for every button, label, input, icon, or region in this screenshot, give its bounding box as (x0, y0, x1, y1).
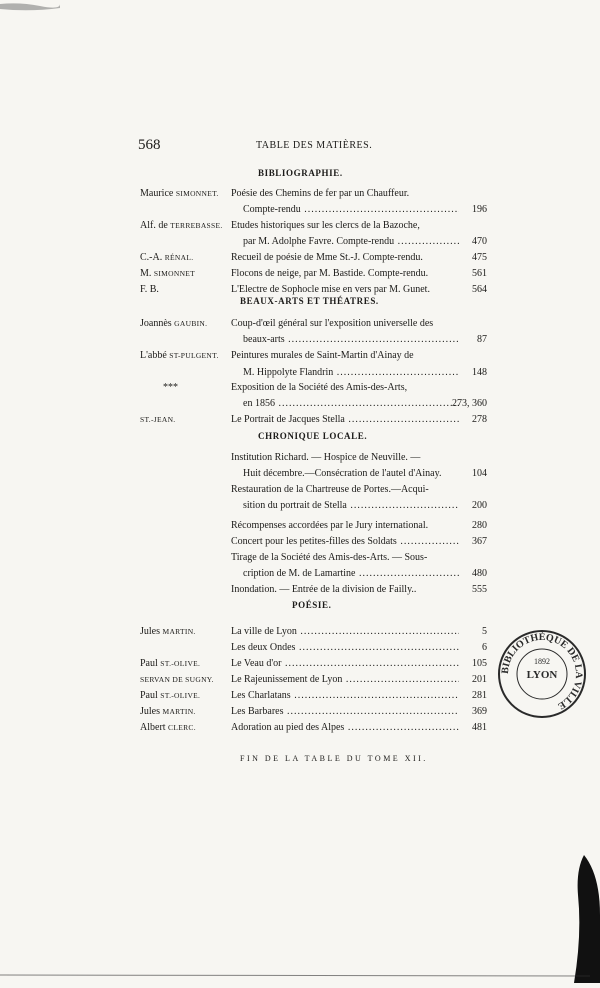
entry-page-number: 6 (482, 642, 487, 653)
author-surname: ST.-OLIVE. (160, 659, 201, 668)
toc-entry-row (0, 267, 600, 281)
entry-title: Le Veau d'or ..... (231, 657, 459, 671)
entry-page-number: 281 (472, 690, 487, 701)
entry-page-number: 480 (472, 568, 487, 579)
entry-author (140, 673, 214, 687)
toc-entry-row (0, 467, 600, 481)
entry-title: Restauration de la Chartreuse de Portes.—Acqui- (231, 484, 429, 495)
footer-note: FIN DE LA TABLE DU TOME XII. (240, 754, 428, 763)
author-name: L'abbé (140, 350, 167, 361)
entry-page-number: 278 (472, 414, 487, 425)
entry-title: Inondation. — Entrée de la division de Failly.. (231, 584, 417, 595)
entry-title: Poésie des Chemins de fer par un Chauffeur. (231, 188, 410, 199)
entry-author (140, 251, 193, 265)
author-name: C.-A. (140, 252, 163, 263)
entry-title: Les Barbares ..... (231, 705, 459, 719)
section-title: BEAUX-ARTS ET THÉATRES. (240, 296, 379, 306)
section-title: BIBLIOGRAPHIE. (258, 168, 343, 178)
entry-page-number: 481 (472, 722, 487, 733)
scan-bottom-line (0, 968, 600, 986)
entry-author (140, 689, 200, 703)
author-name: Alf. de (140, 220, 168, 231)
svg-text:LYON: LYON (526, 669, 558, 681)
entry-author (163, 381, 178, 395)
author-surname: TERREBASSE. (170, 221, 223, 230)
entry-title: beaux-arts ..... (243, 333, 459, 347)
author-surname: GAUBIN. (174, 319, 208, 328)
entry-page-number: 470 (472, 236, 487, 247)
entry-page-number: 201 (472, 674, 487, 685)
entry-title: cription de M. de Lamartine ..... (243, 567, 459, 581)
toc-entry-row (0, 235, 600, 249)
entry-page-number: 280 (472, 520, 487, 531)
author-name: M. (140, 268, 152, 279)
author-name: Paul (140, 658, 158, 669)
entry-author (140, 413, 175, 427)
toc-entry-row (0, 519, 600, 533)
entry-title: Recueil de poésie de Mme St.-J. Compte-rendu. (231, 252, 423, 263)
author-name: Paul (140, 690, 158, 701)
entry-page-number: 475 (472, 252, 487, 263)
entry-title: Exposition de la Société des Amis-des-Arts, (231, 382, 408, 393)
toc-entry-row (0, 203, 600, 217)
entry-title: Tirage de la Société des Amis-des-Arts. — Sous- (231, 552, 428, 563)
entry-title: M. Hippolyte Flandrin ..... (243, 366, 459, 380)
author-surname: CLERC. (168, 723, 196, 732)
entry-page-number: 369 (472, 706, 487, 717)
author-surname: ST-PULGENT. (169, 351, 219, 360)
entry-author (140, 705, 196, 719)
author-surname: MARTIN. (162, 627, 196, 636)
library-stamp (496, 628, 588, 725)
entry-title: par M. Adolphe Favre. Compte-rendu ..... (243, 235, 459, 249)
entry-title: Flocons de neige, par M. Bastide. Compte-rendu. (231, 268, 429, 279)
toc-entry-row (0, 381, 600, 395)
entry-page-number: 555 (472, 584, 487, 595)
entry-author (140, 219, 223, 233)
author-name: Maurice (140, 188, 174, 199)
entry-page-number: 196 (472, 204, 487, 215)
entry-title: Le Rajeunissement de Lyon ..... (231, 673, 459, 687)
entry-page-number: 148 (472, 367, 487, 378)
entry-title: Etudes historiques sur les clercs de la Bazoche, (231, 220, 420, 231)
entry-author (140, 349, 219, 363)
entry-title: Huit décembre.—Consécration de l'autel d'Ainay. (243, 468, 442, 479)
author-surname: MARTIN. (162, 707, 196, 716)
author-name: Jules (140, 706, 160, 717)
entry-title: Les deux Ondes ..... (231, 641, 459, 655)
author-surname: RÉNAL. (164, 253, 194, 262)
toc-entry-row (0, 317, 600, 331)
svg-text:1892: 1892 (534, 657, 550, 666)
svg-text:BIBLIOTHÈQUE DE LA VILLE: BIBLIOTHÈQUE DE LA VILLE (499, 631, 585, 712)
entry-page-number: 105 (472, 658, 487, 669)
page-title: TABLE DES MATIÈRES. (256, 140, 373, 151)
entry-author (140, 657, 200, 671)
entry-page-number: 5 (482, 626, 487, 637)
toc-entry-row (0, 451, 600, 465)
entry-title: La ville de Lyon ..... (231, 625, 459, 639)
entry-title: L'Electre de Sophocle mise en vers par M. Gunet. (231, 284, 430, 295)
author-surname: SERVAN DE SUGNY. (140, 675, 214, 684)
entry-title: Compte-rendu ..... (243, 203, 459, 217)
entry-author (140, 721, 196, 735)
entry-author (140, 267, 195, 281)
entry-title: Concert pour les petites-filles des Soldats ..... (231, 535, 459, 549)
entry-page-number: 561 (472, 268, 487, 279)
toc-entry-row (0, 187, 600, 201)
toc-entry-row (0, 483, 600, 497)
entry-title: Institution Richard. — Hospice de Neuville. — (231, 452, 421, 463)
author-name: F. B. (140, 284, 159, 295)
toc-entry-row (0, 349, 600, 363)
entry-author (140, 317, 207, 331)
entry-author (140, 625, 196, 639)
toc-entry-row (0, 551, 600, 565)
author-name: Joannès (140, 318, 172, 329)
entry-title: en 1856 ..... (243, 397, 459, 411)
entry-title: Récompenses accordées par le Jury international. (231, 520, 429, 531)
entry-title: Le Portrait de Jacques Stella ..... (231, 413, 459, 427)
toc-entry-row (0, 413, 600, 427)
author-surname: SIMONNET (153, 269, 196, 278)
toc-entry-row (0, 283, 600, 297)
toc-entry-row (0, 499, 600, 513)
author-surname: ST.-OLIVE. (160, 691, 201, 700)
toc-entry-row (0, 251, 600, 265)
toc-entry-row (0, 366, 600, 380)
toc-entry-row (0, 535, 600, 549)
entry-title: Adoration au pied des Alpes ..... (231, 721, 459, 735)
page-number: 568 (138, 137, 161, 153)
toc-entry-row (0, 583, 600, 597)
scan-top-left-artifact (0, 0, 60, 23)
toc-entry-row (0, 333, 600, 347)
entry-page-number: 273, 360 (452, 398, 487, 409)
section-title: POÉSIE. (292, 600, 332, 610)
entry-page-number: 200 (472, 500, 487, 511)
entry-author (140, 283, 159, 297)
section-title: CHRONIQUE LOCALE. (258, 431, 368, 441)
toc-entry-row (0, 397, 600, 411)
author-surname: ST.-JEAN. (140, 415, 176, 424)
author-name: *** (163, 382, 178, 393)
entry-page-number: 104 (472, 468, 487, 479)
entry-page-number: 564 (472, 284, 487, 295)
entry-title: Peintures murales de Saint-Martin d'Ainay de (231, 350, 414, 361)
toc-entry-row (0, 567, 600, 581)
entry-page-number: 87 (477, 334, 487, 345)
toc-entry-row (0, 219, 600, 233)
entry-title: Les Charlatans ..... (231, 689, 459, 703)
entry-author (140, 187, 219, 201)
entry-page-number: 367 (472, 536, 487, 547)
entry-title: Coup-d'œil général sur l'exposition universelle des (231, 318, 434, 329)
entry-title: sition du portrait de Stella ..... (243, 499, 459, 513)
author-name: Jules (140, 626, 160, 637)
author-name: Albert (140, 722, 166, 733)
author-surname: SIMONNET. (175, 189, 219, 198)
